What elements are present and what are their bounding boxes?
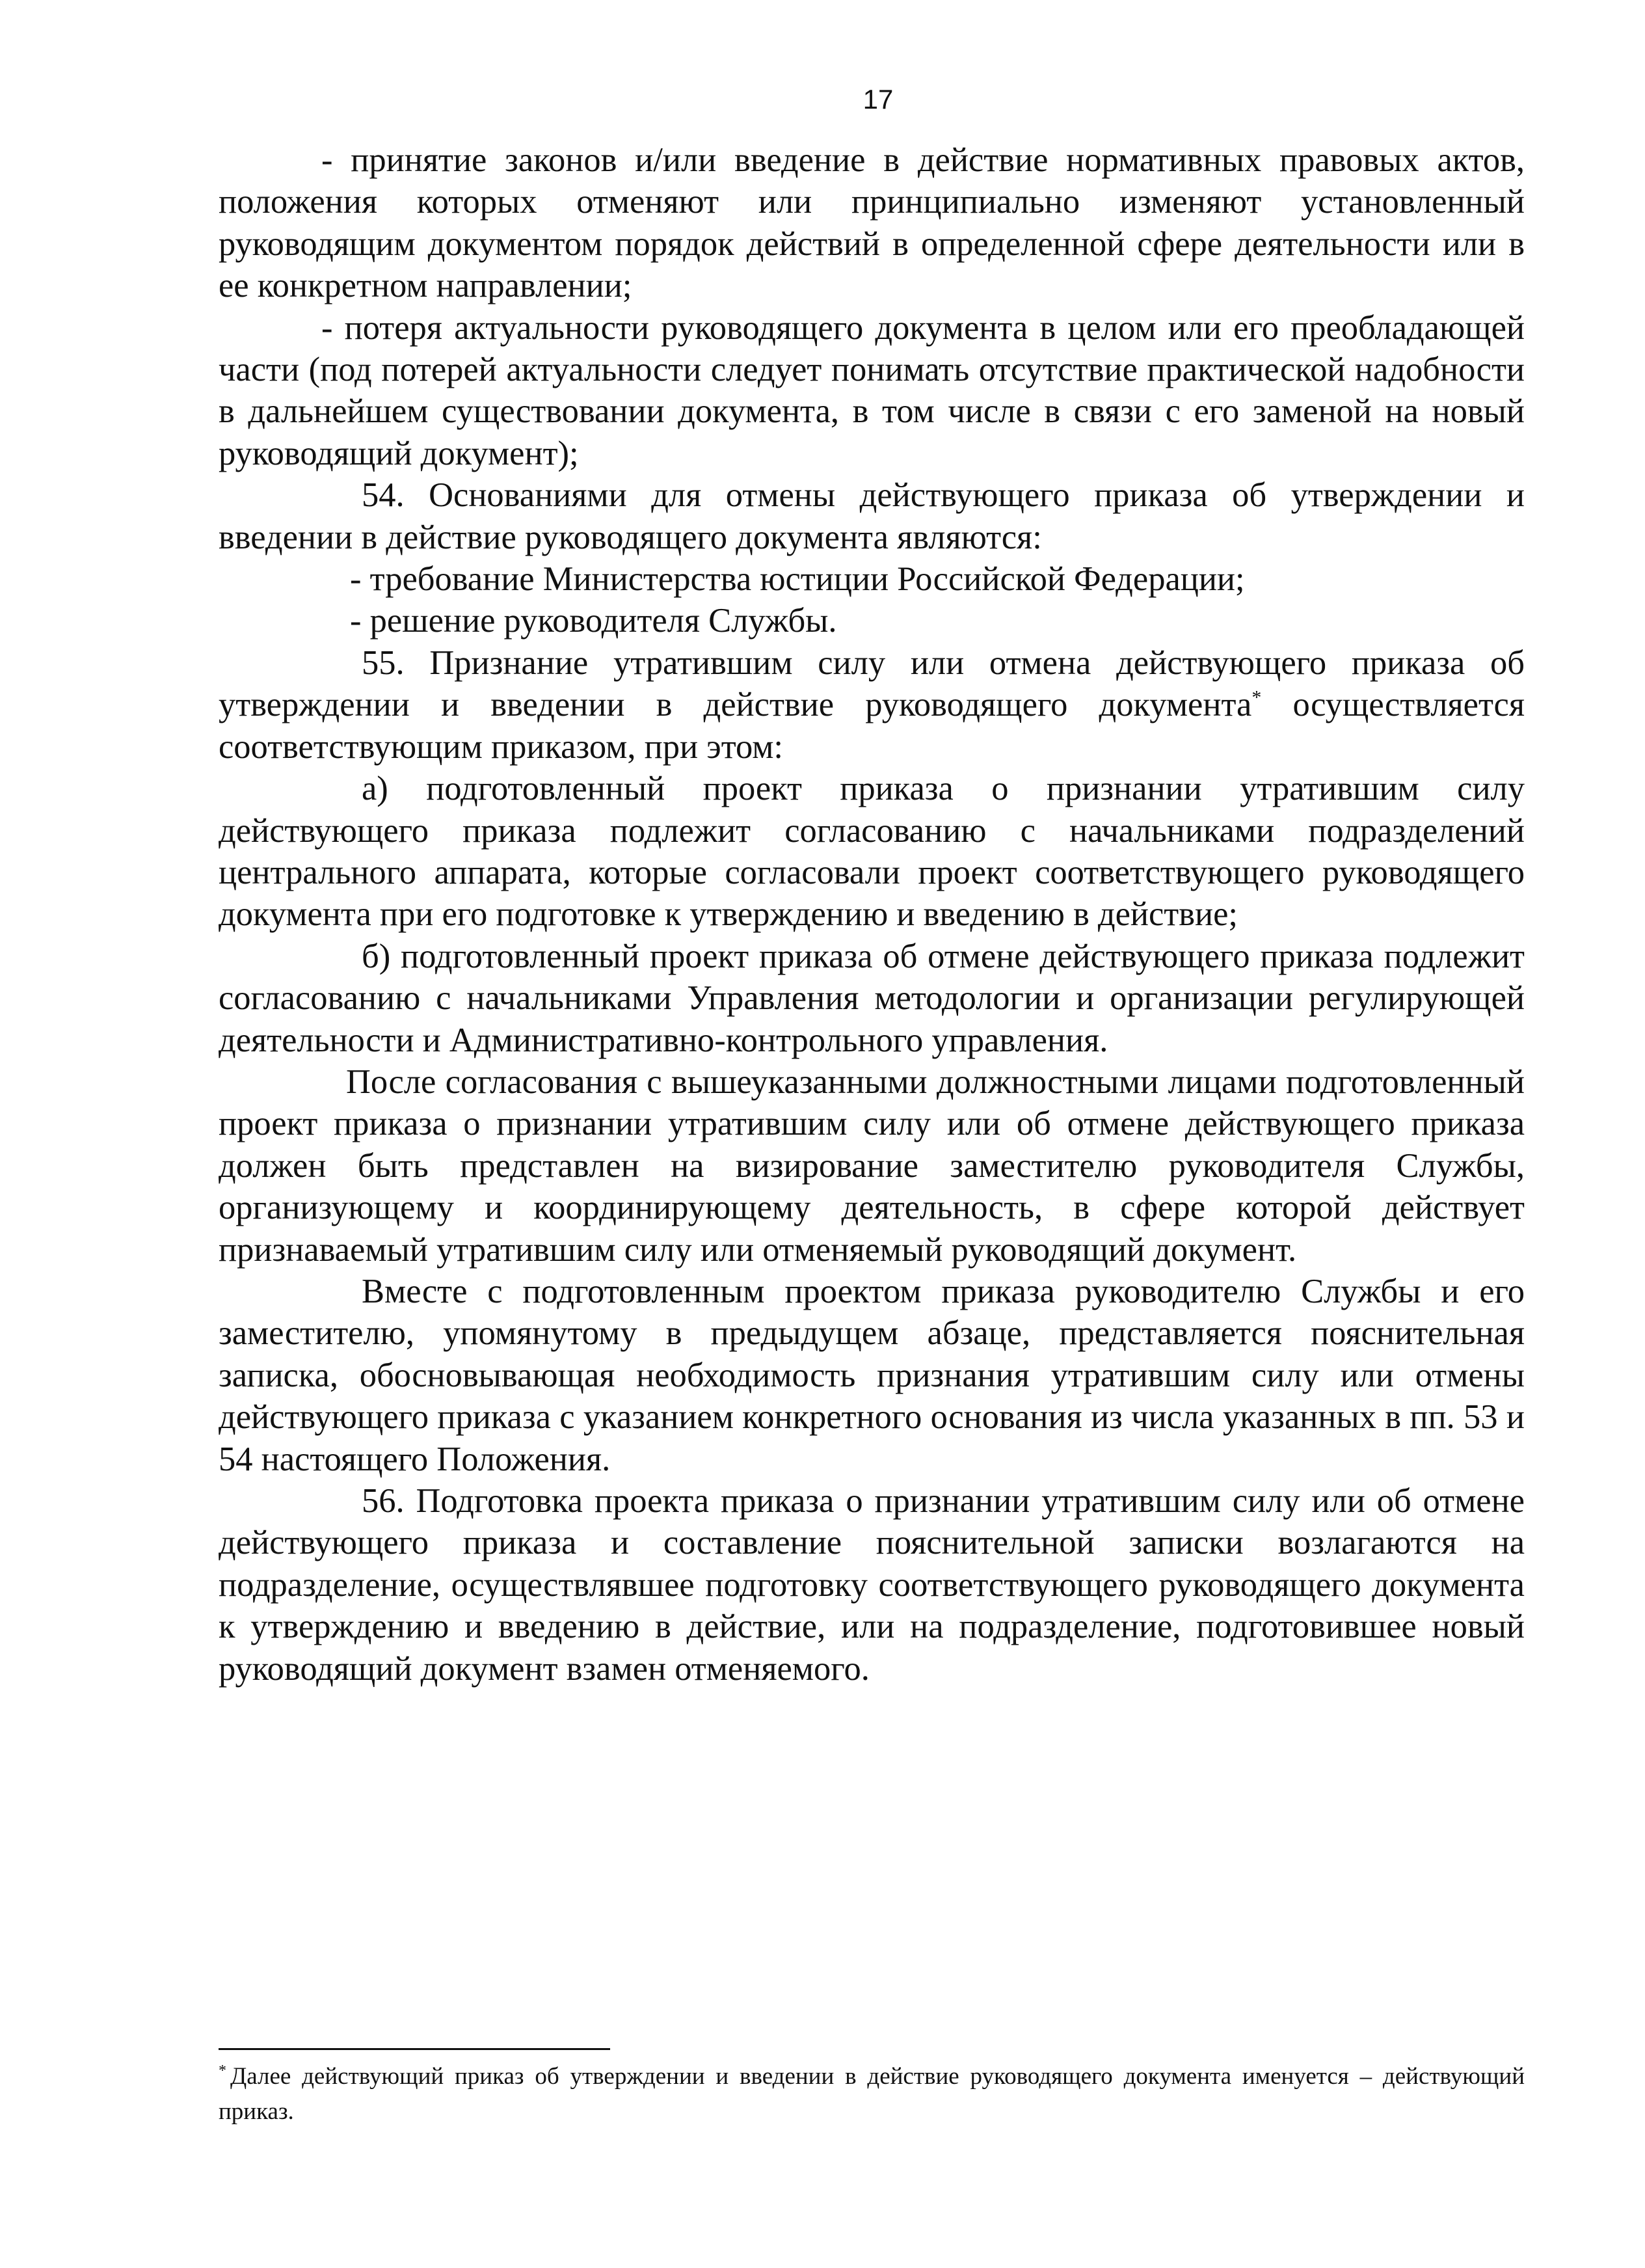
paragraph-after-approval: После согласования с вышеуказанными должностными лицами подготовленный проект приказа о признании утратившим силу или об отмене действующего приказа должен быть представлен на визирование заместителю руководителя Службы, организующему и координирующему деятельность, в сфере которой действует признаваемый утратившим силу или отменяемый руководящий документ. [219, 1062, 1525, 1269]
paragraph-head-decision: - решение руководителя Службы. [350, 602, 837, 640]
paragraph-item-54: 54. Основаниями для отмены действующего приказа об утверждении и введении в действие руководящего документа являются: [219, 476, 1525, 556]
paragraph-item-55 [219, 642, 1525, 768]
page-number: 17 [863, 84, 894, 115]
footnote-reference-marker: * [1251, 686, 1262, 709]
footnote-text: Далее действующий приказ об утверждении и введении в действие руководящего документа именуется – действующий приказ. [219, 2063, 1525, 2125]
document-body [219, 139, 1525, 1690]
footnote-divider [219, 2048, 610, 2050]
footnote-marker: * [219, 2062, 226, 2079]
item-55-text-start: 55. Признание утратившим силу или отмена действующего приказа об утверждении и введении в действие руководящего документа [219, 643, 1525, 724]
paragraph-item-56: 56. Подготовка проекта приказа о признании утратившим силу или об отмене действующего приказа и составление пояснительной записки возлагаются на подразделение, осуществлявшее подготовку соответствующего руководящего документа к утверждению и введению в действие, или на подразделение, подготовившее новый руководящий документ взамен отменяемого. [219, 1482, 1525, 1688]
footnote [219, 2059, 1525, 2129]
paragraph-ministry-requirement: - требование Министерства юстиции Российской Федерации; [350, 560, 1245, 599]
item-55-text-end: осуществляется соответствующим приказом, при этом: [219, 686, 1525, 766]
paragraph-explanatory-note: Вместе с подготовленным проектом приказа руководителю Службы и его заместителю, упомянутому в предыдущем абзаце, представляется пояснительная записка, обосновывающая необходимость признания утратившим силу или отмены действующего приказа с указанием конкретного основания из числа указанных в пп. 53 и 54 настоящего Положения. [219, 1272, 1525, 1478]
paragraph-subitem-b: б) подготовленный проект приказа об отмене действующего приказа подлежит согласованию с начальниками Управления методологии и организации регулирующей деятельности и Административно-контрольного управления. [219, 937, 1525, 1059]
paragraph-laws-adoption: - принятие законов и/или введение в действие нормативных правовых актов, положения которых отменяют или принципиально изменяют установленный руководящим документом порядок действий в определенной сфере деятельности или в ее конкретном направлении; [219, 141, 1525, 305]
paragraph-loss-of-relevance: - потеря актуальности руководящего документа в целом или его преобладающей части (под потерей актуальности следует понимать отсутствие практической надобности в дальнейшем существовании документа, в том числе в связи с его заменой на новый руководящий документ); [219, 308, 1525, 472]
paragraph-subitem-a: а) подготовленный проект приказа о признании утратившим силу действующего приказа подлежит согласованию с начальниками подразделений центрального аппарата, которые согласовали проект соответствующего руководящего документа при его подготовке к утверждению и введению в действие; [219, 770, 1525, 934]
